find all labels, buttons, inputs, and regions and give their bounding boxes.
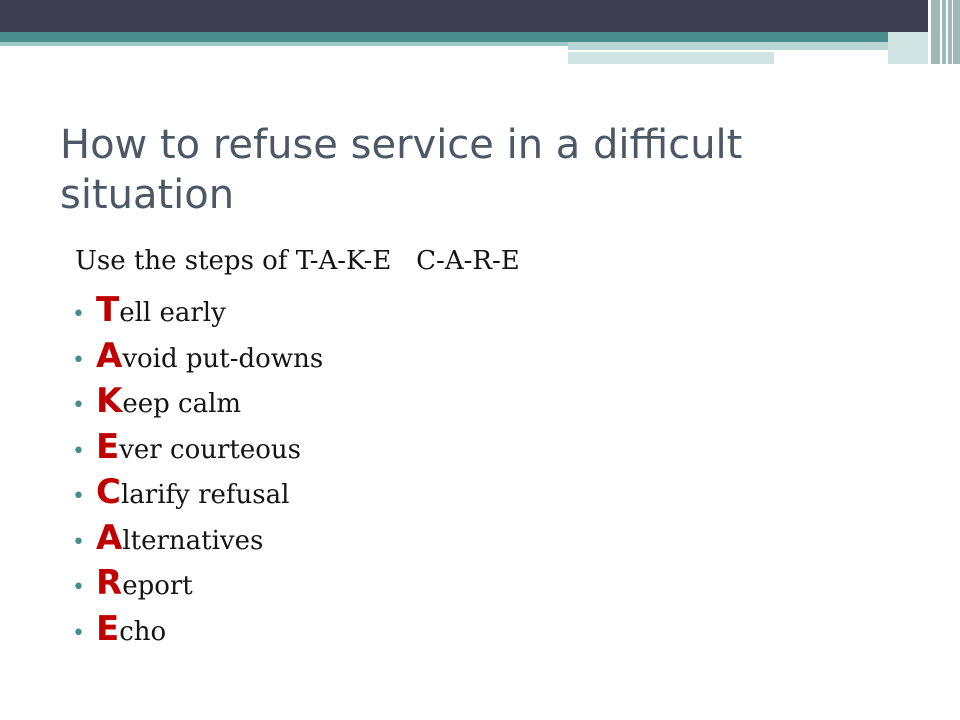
bullet-dot-icon: • bbox=[72, 484, 85, 509]
header-right-under-stripe bbox=[568, 52, 774, 64]
bullet-initial-letter: T bbox=[96, 290, 120, 330]
bullet-dot-icon: • bbox=[72, 393, 85, 418]
slide-title: How to refuse service in a difficult situation bbox=[60, 122, 743, 218]
bullet-dot-icon: • bbox=[72, 438, 85, 464]
bullet-item bbox=[72, 563, 323, 609]
corner-stripe bbox=[931, 0, 940, 64]
corner-stripe-gap bbox=[940, 0, 942, 64]
slide-subtitle: Use the steps of T-A-K-E C-A-R-E bbox=[75, 246, 520, 276]
bullet-initial-letter: A bbox=[96, 335, 123, 376]
bullet-item bbox=[72, 609, 323, 655]
header-dark-bar bbox=[0, 0, 960, 32]
bullet-list bbox=[72, 290, 323, 654]
corner-stripe-gap bbox=[952, 0, 953, 64]
bullet-text: ell early bbox=[119, 298, 226, 328]
bullet-text: cho bbox=[119, 616, 167, 647]
bullet-text: eep calm bbox=[122, 389, 242, 419]
corner-stripe-gap bbox=[928, 0, 931, 64]
bullet-text: eport bbox=[122, 571, 193, 601]
bullet-item bbox=[72, 290, 323, 336]
bullet-initial-letter: E bbox=[96, 608, 120, 649]
bullet-text: lternatives bbox=[122, 525, 264, 556]
bullet-dot-icon: • bbox=[72, 529, 85, 555]
bullet-item bbox=[72, 518, 323, 564]
header-teal-bar bbox=[0, 32, 960, 42]
bullet-initial-letter: C bbox=[96, 472, 121, 512]
bullet-dot-icon: • bbox=[72, 620, 85, 646]
bullet-item bbox=[72, 427, 323, 473]
bullet-item bbox=[72, 381, 323, 427]
header-right-stripe bbox=[568, 42, 888, 50]
bullet-initial-letter: A bbox=[96, 517, 123, 558]
corner-stripe-gap bbox=[946, 0, 948, 64]
bullet-initial-letter: R bbox=[96, 563, 123, 603]
bullet-text: larify refusal bbox=[120, 480, 290, 510]
bullet-item bbox=[72, 472, 323, 518]
bullet-text: ver courteous bbox=[119, 434, 301, 465]
corner-stripe bbox=[953, 0, 960, 64]
header-light-stripe bbox=[0, 42, 568, 46]
bullet-dot-icon: • bbox=[72, 575, 85, 600]
bullet-item bbox=[72, 336, 323, 382]
bullet-dot-icon: • bbox=[72, 347, 85, 373]
bullet-text: void put-downs bbox=[122, 343, 324, 374]
bullet-dot-icon: • bbox=[72, 302, 85, 327]
bullet-initial-letter: K bbox=[96, 381, 123, 421]
bullet-initial-letter: E bbox=[96, 426, 120, 467]
